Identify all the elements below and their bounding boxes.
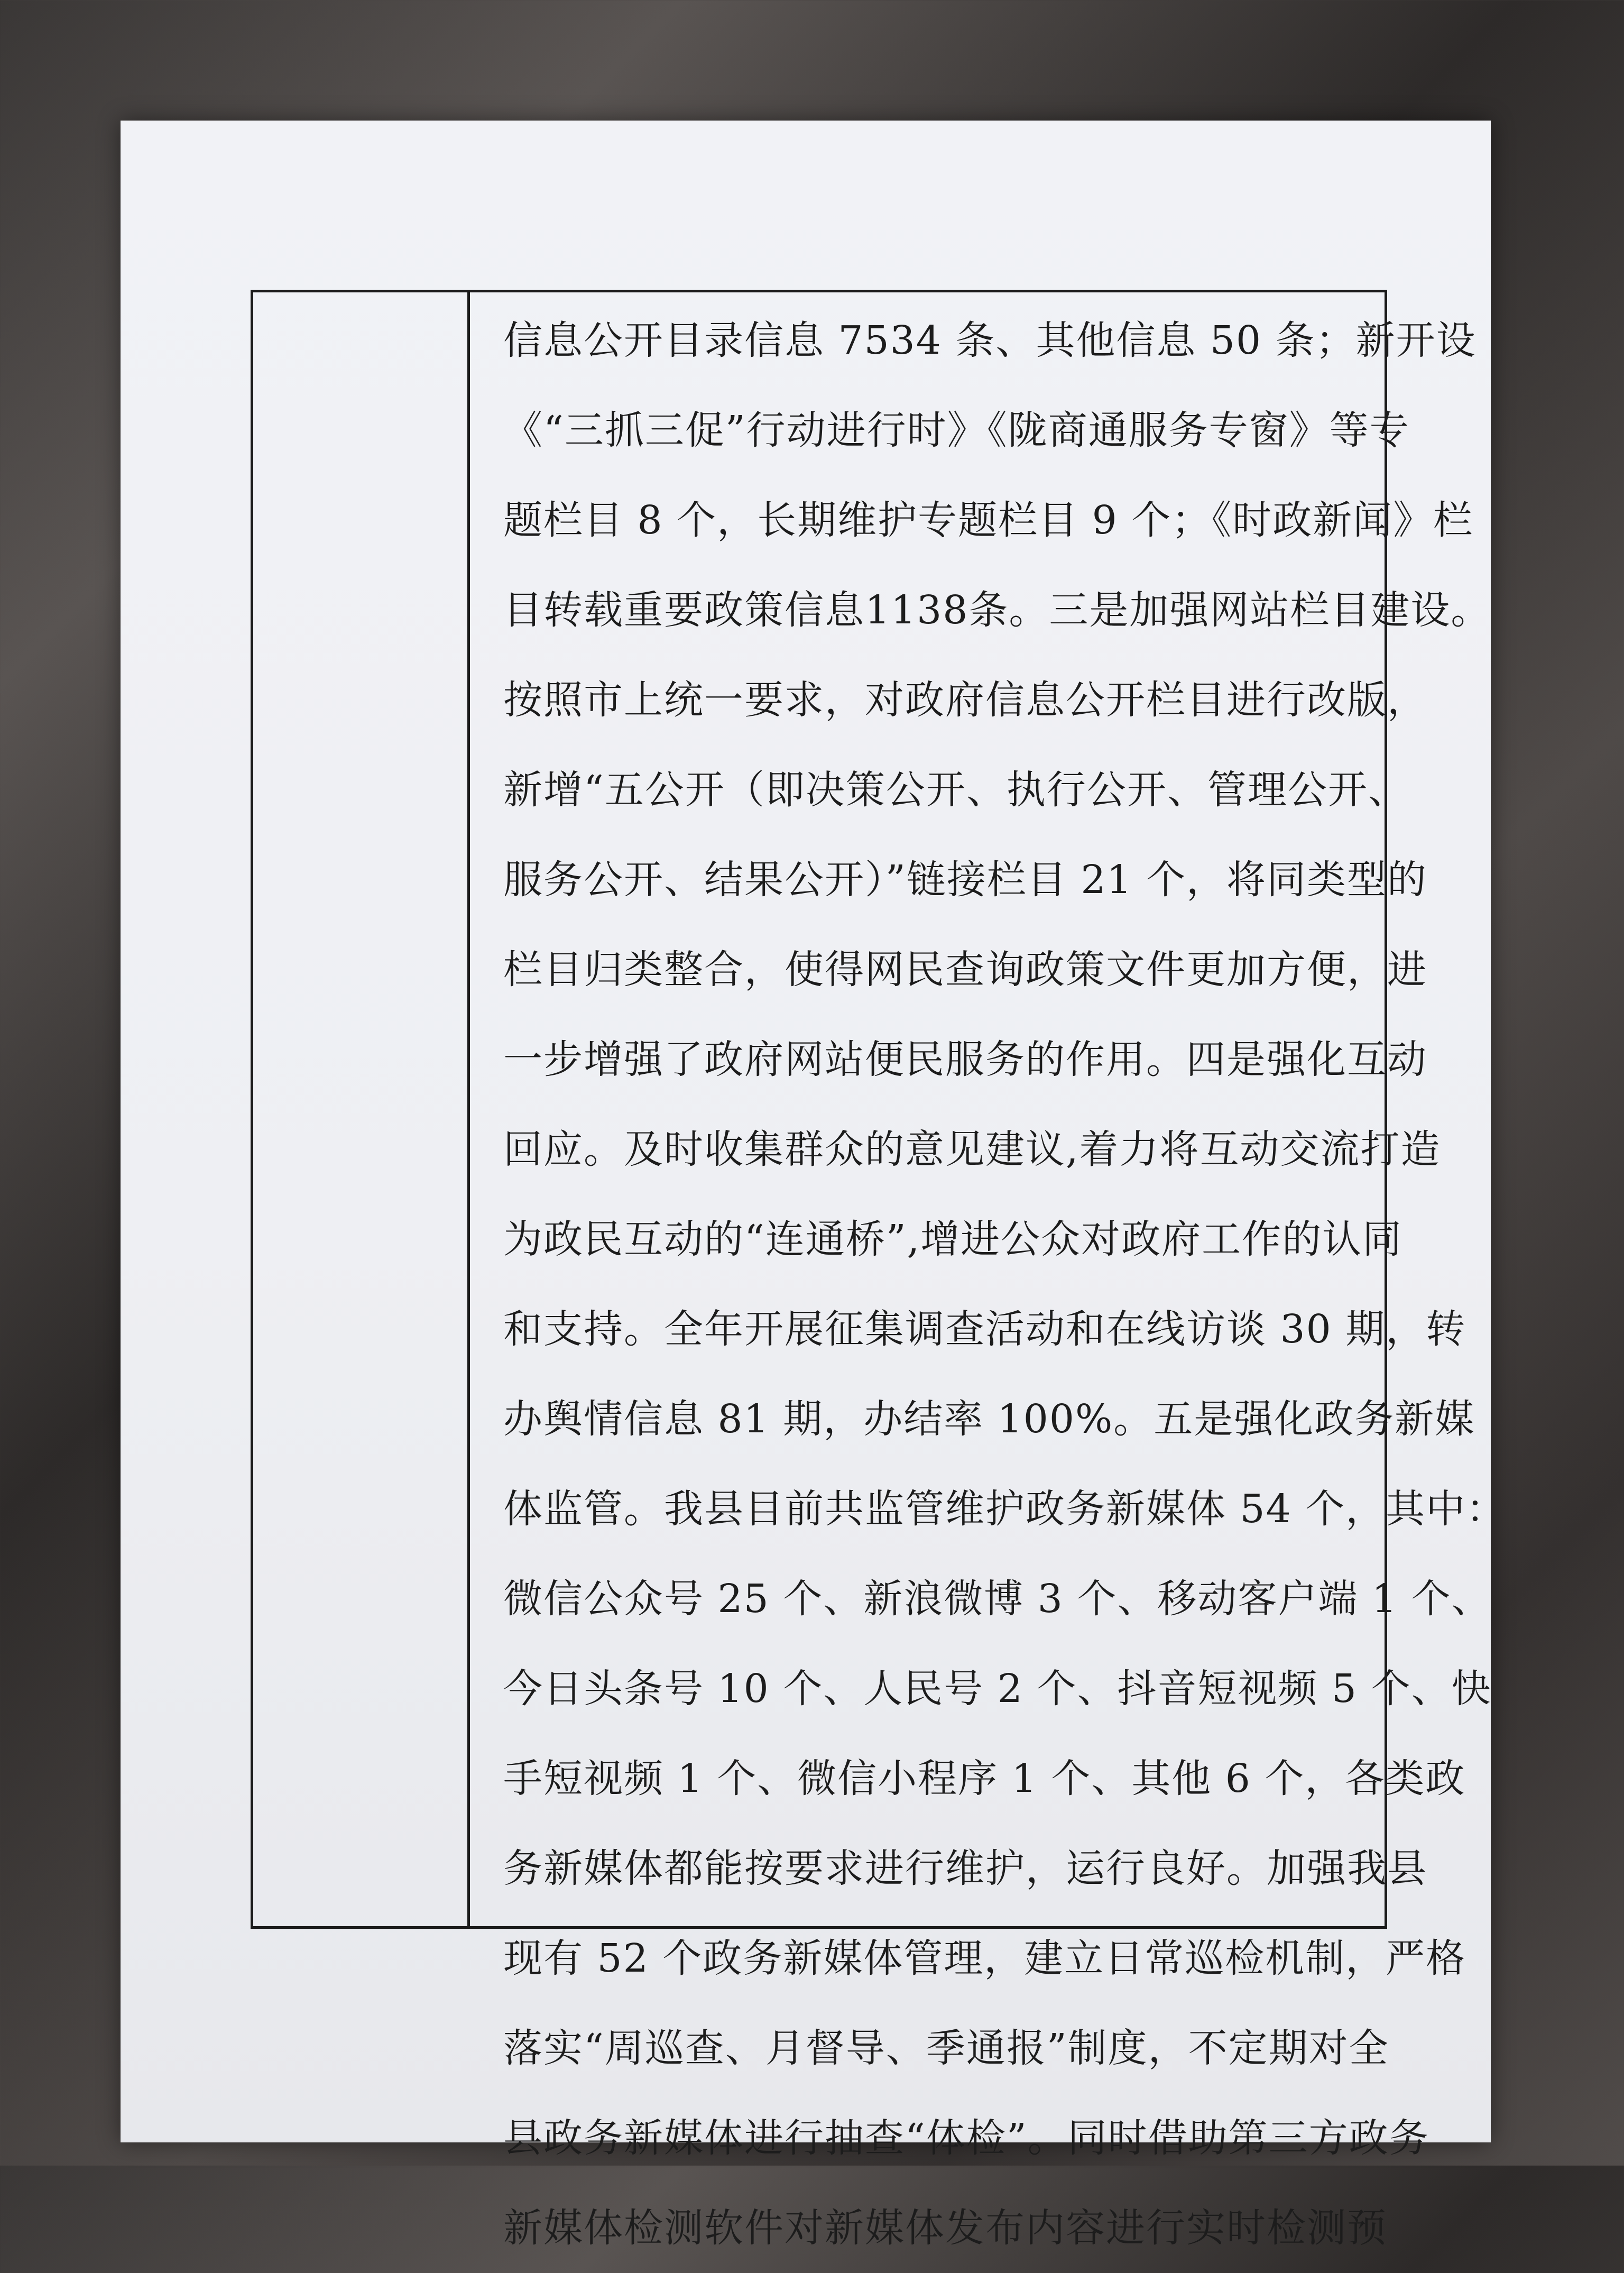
text-line: 一步增强了政府网站便民服务的作用。四是强化互动 [503,1037,1427,1082]
text-line: 落实“周巡查、月督导、季通报”制度，不定期对全 [503,2026,1389,2071]
text-line: 题栏目 8 个，长期维护专题栏目 9 个；《时政新闻》栏 [503,498,1474,543]
text-line: 《“三抓三促”行动进行时》《陇商通服务专窗》等专 [503,408,1410,453]
table-content-cell [473,292,1507,2251]
text-line: 手短视频 1 个、微信小程序 1 个、其他 6 个，各类政 [503,1756,1466,1801]
text-line: 今日头条号 10 个、人民号 2 个、抖音短视频 5 个、快 [503,1666,1492,1711]
text-line: 新增“五公开（即决策公开、执行公开、管理公开、 [503,767,1408,813]
paper-sheet [121,121,1507,2251]
form-table [251,290,1507,2251]
text-line: 按照市上统一要求，对政府信息公开栏目进行改版， [503,677,1427,723]
text-line: 服务公开、结果公开）”链接栏目 21 个，将同类型的 [503,857,1428,903]
text-line: 体监管。我县目前共监管维护政务新媒体 54 个，其中： [503,1486,1507,1532]
text-line: 县政务新媒体进行抽查“体检”。同时借助第三方政务 [503,2115,1429,2161]
text-line: 为政民互动的“连通桥”,增进公众对政府工作的认同 [503,1217,1403,1262]
table-label-cell [253,292,470,1926]
text-line: 务新媒体都能按要求进行维护，运行良好。加强我县 [503,1846,1427,1891]
text-line: 和支持。全年开展征集调查活动和在线访谈 30 期，转 [503,1306,1466,1352]
text-line: 现有 52 个政务新媒体管理，建立日常巡检机制，严格 [503,1936,1466,1981]
text-line: 微信公众号 25 个、新浪微博 3 个、移动客户端 1 个、 [503,1576,1492,1622]
text-line: 办舆情信息 81 期，办结率 100%。五是强化政务新媒 [503,1396,1475,1442]
text-line: 目转载重要政策信息1138条。三是加强网站栏目建设。 [503,587,1491,633]
text-line: 栏目归类整合，使得网民查询政策文件更加方便，进 [503,947,1427,992]
text-line: 回应。及时收集群众的意见建议,着力将互动交流打造 [503,1127,1441,1172]
text-line: 新媒体检测软件对新媒体发布内容进行实时检测预 [503,2205,1387,2251]
text-line: 信息公开目录信息 7534 条、其他信息 50 条；新开设 [503,318,1477,363]
